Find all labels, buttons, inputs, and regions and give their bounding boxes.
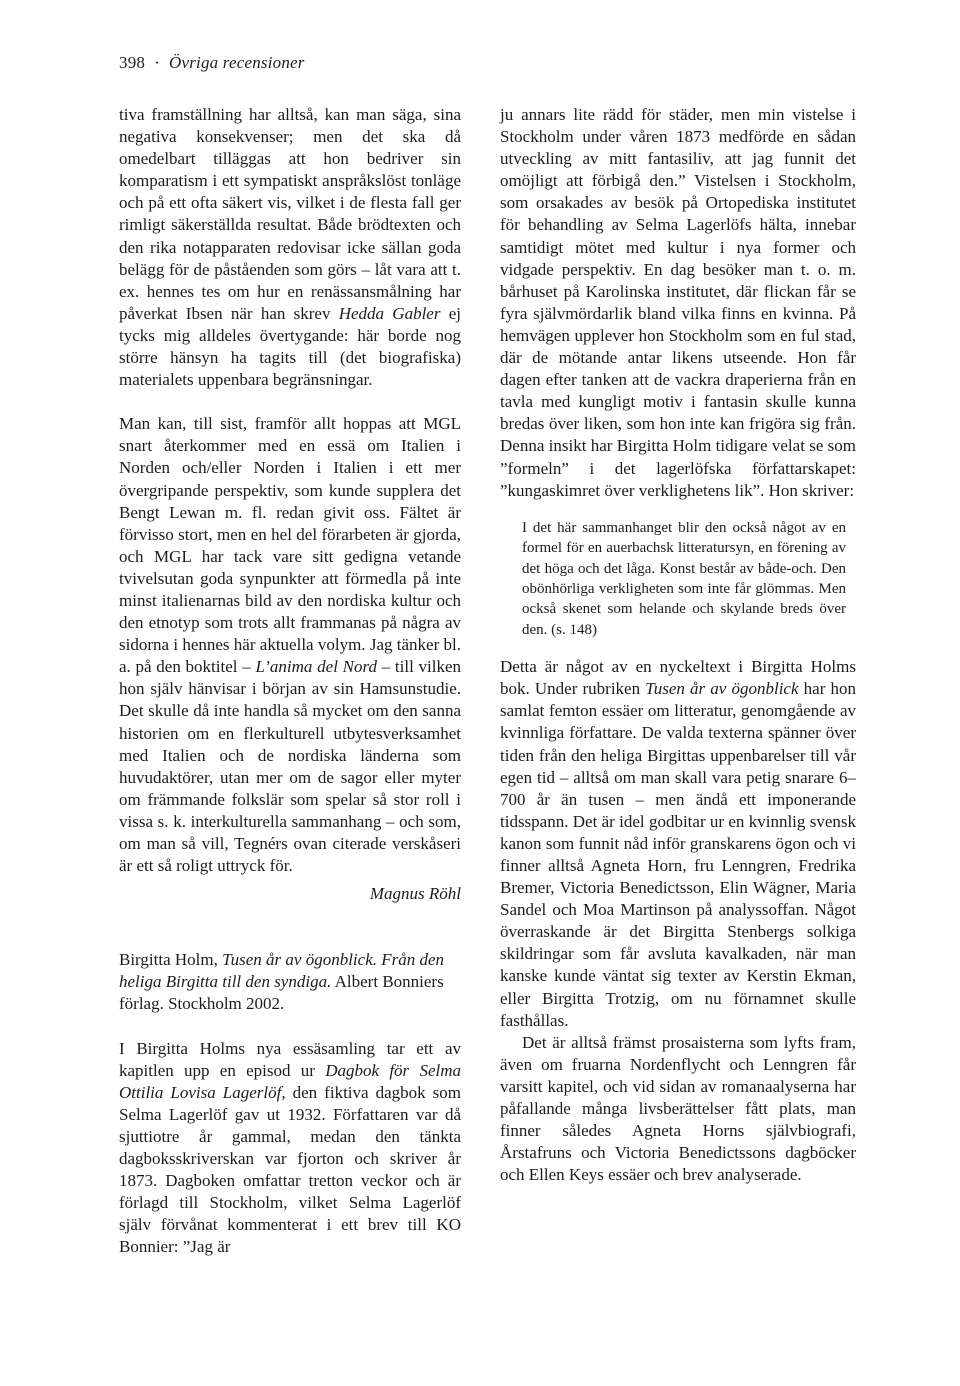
text-span: den fiktiva dagbok som Selma Lagerlöf gav ut 1932. Författaren var då sjuttiotre år gammal, medan den tänkta dagboksskriverskan var fjorton och skriver år 1873. Dagboken omfattar tretton veckor och är förlagd till Stockholm, vilket Selma Lagerlöf själv förvånat kommenterat i ett brev till KO Bonnier: ”Jag är <box>119 1082 461 1257</box>
text-span: Detta är något av en nyckeltext i Birgitta Holms bok. Under rubriken <box>500 657 856 699</box>
text-span: har hon samlat femton essäer om litteratur, genomgående av kvinnliga författare. De valda texterna spänner över tiden från den heliga Birgittas uppenbarelser till vår egen tid – alltså om man skall vara petig snarare 6–700 år än tusen – men ändå ett imponerande tidsspann. Det är idel godbitar ur en kvinnlig svensk kanon som funnit nåd inför granskarens ögon och vi finner alltså Agneta Horn, fru Lenngren, Fredrika Bremer, Victoria Benedictsson, Elin Wägner, Maria Sandel och Moa Martinson på analyssoffan. Något överraskande är det Birgitta Stenbergs solkiga skildringar som får avsluta kavalkaden, när man kanske kunde väntat sig texter av Kerstin Ekman, eller Birgitta Trotzig, om nu förnamnet skulle fasthållas. <box>500 679 856 1030</box>
paragraph: ju annars lite rädd för städer, men min vistelse i Stockholm under våren 1873 medförde en sådan utveckling av mitt fantasiliv, att jag funnit det omöjligt att förbigå den.” Vistelsen i Stockholm, som orsakades av besök på Ortopediska institutet för behandling av Selma Lagerlöfs hälta, innebar samtidigt mötet med kultur i nya former och vidgade perspektiv. En dag besöker man t. o. m. bårhuset på Karolinska institutet, där flickan får se fyra självmördarlik bland vilka finns en kvinna. På hemvägen upplever hon Stockholm som en ful stad, där de mötande antar likens utseende. Hon får dagen efter tanken att de vackra draperierna från en tavla med kungligt motiv i fantasin skulle kunna bredas över liken, som hon inte kan frigöra sig från. Denna insikt har Birgitta Holm tidigare velat se som ”formeln” i det lagerlöfska författarskapet: ”kungaskimret över verklighetens lik”. Hon skriver: <box>500 105 856 500</box>
text-span: Man kan, till sist, framför allt hoppas att MGL snart återkommer med en essä om Italien i Norden och/eller Norden i Italien i ett mer övergripande perspektiv, som kunde supplera det Bengt Lewan m. fl. redan givit oss. Fältet är förvisso stort, men en hel del förarbeten är gjorda, och MGL har tack vare sitt gedigna vetande tvivelsutan goda synpunkter att förmedla på inte minst italienarnas bild av den nordiska kultur och den etnotyp som trots allt frammanas på några av sidorna i hennes här aktuella volym. Jag tänker bl. a. på den boktitel – <box>119 414 461 677</box>
book-title: Hedda Gabler <box>338 303 441 323</box>
left-column <box>119 104 461 1259</box>
book-title: L’anima del Nord <box>255 657 377 677</box>
right-column <box>500 104 856 1186</box>
paragraph: Det är alltså främst prosaisterna som lyfts fram, även om fruarna Nordenflycht och Lenngren får varsitt kapitel, och vid sidan av romanaalyserna har påfallande många livsberättelser fått plats, man finner således Agneta Horns självbiografi, Årstafruns och Victoria Benedictssons dagböcker och Ellen Keys essäer och brev analyserade. <box>500 1032 856 1185</box>
text-span: tiva framställning har alltså, kan man säga, sina negativa konsekvenser; men det ska då omedelbart tilläggas att hon bedriver sin komparatism i ett sympatiskt anspråkslöst tonläge och på ett ofta säkert vis, vilket i de flesta fall ger rimligt säkerställda resultat. Både brödtexten och den rika notapparaten redovisar icke sällan goda belägg för de påståenden som görs – låt vara att t. ex. hennes tes om hur en renässansmålning har påverkat Ibsen när han skrev <box>119 105 461 323</box>
text-span: – till vilken hon själv hänvisar i början av sin Hamsunstudie. Det skulle då inte handla så mycket om den sanna historien om en flerkulturell utbytesverksamhet med Italien och de nordiska länderna som huvudaktörer, utan mer om de sagor eller myter om främmande folkslär som spelar så stor roll i vissa s. k. interkulturella sammanhang – och som, om man så vill, Tegnérs ovan citerade verskåseri är ett så roligt uttryck för. <box>119 657 462 876</box>
section-title: Övriga recensioner <box>168 53 305 72</box>
bibliographic-entry <box>119 949 461 1015</box>
reviewer-signature <box>119 883 461 905</box>
text-span: ej tycks mig alldeles övertygande: här borde nog större hänsyn ha tagits till (det biografiska) materialets uppenbara begränsningar. <box>119 303 461 390</box>
biblio-title: Tusen år av ögonblick. Från den heliga Birgitta till den syndiga. <box>119 950 445 992</box>
biblio-publisher: Albert Bonniers förlag. Stockholm 2002. <box>119 972 444 1014</box>
paragraph <box>500 656 856 1032</box>
page-number: 398 <box>119 53 146 72</box>
paragraph <box>119 104 461 391</box>
signature-text: Magnus Röhl <box>369 884 461 904</box>
paragraph <box>119 413 461 877</box>
block-quote: I det här sammanhanget blir den också något av en formel för en auerbachsk litteratursyn, en förening av det höga och det låga. Konst består av både-och. Den obönhörliga verkligheten som inte får glömmas. Men också skenet som helande och skylande breds över den. (s. 148) <box>522 519 846 638</box>
book-title: Tusen år av ögonblick <box>645 679 799 699</box>
book-title: Dagbok för Selma Ottilia Lovisa Lagerlöf, <box>119 1060 461 1102</box>
text-span: I Birgitta Holms nya essäsamling tar ett av kapitlen upp en episod ur <box>119 1038 461 1080</box>
paragraph <box>119 1038 461 1259</box>
biblio-author: Birgitta Holm, <box>119 950 223 970</box>
running-head <box>119 53 305 73</box>
header-separator: · <box>154 53 160 72</box>
